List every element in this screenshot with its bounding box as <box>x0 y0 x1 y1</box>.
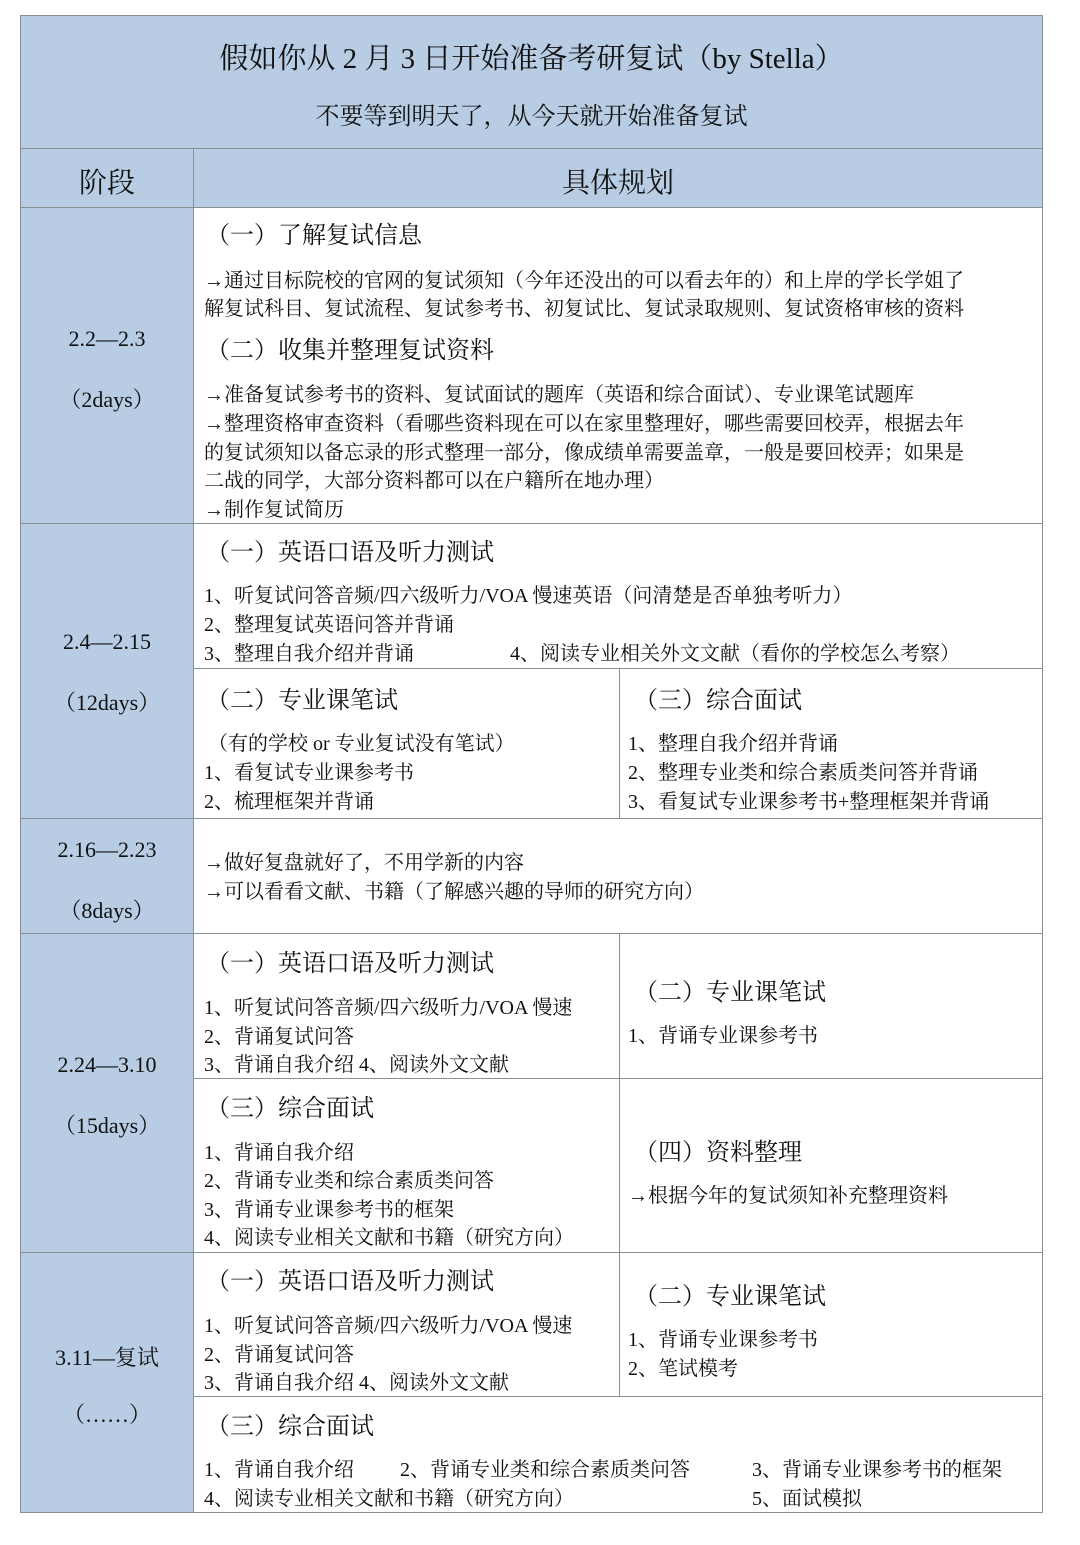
plan-line: 2、整理专业类和综合素质类问答并背诵 <box>628 762 978 784</box>
stage-days: （12days） <box>53 690 161 715</box>
plan-line: →通过目标院校的官网的复试须知（今年还没出的可以看去年的）和上岸的学长学姐了 <box>204 270 964 292</box>
stage-date: 2.16—2.23 <box>57 837 157 862</box>
plan-line: 4、阅读专业相关文献和书籍（研究方向） <box>204 1488 574 1510</box>
section-heading: （一）英语口语及听力测试 <box>206 540 494 566</box>
plan-cell <box>193 523 1043 669</box>
stage-cell <box>20 818 194 934</box>
plan-line: →可以看看文献、书籍（了解感兴趣的导师的研究方向） <box>204 881 704 903</box>
plan-cell <box>193 1252 620 1397</box>
plan-line: 解复试科目、复试流程、复试参考书、初复试比、复试录取规则、复试资格审核的资料 <box>204 298 964 320</box>
header-plan <box>193 148 1043 208</box>
section-heading: （二）专业课笔试 <box>634 1284 826 1310</box>
stage-date: 2.24—3.10 <box>57 1052 157 1077</box>
plan-line: 2、梳理框架并背诵 <box>204 791 374 813</box>
stage-days: （15days） <box>53 1113 161 1138</box>
section-heading: （一）英语口语及听力测试 <box>206 951 494 977</box>
stage-cell <box>20 207 194 524</box>
plan-line: 1、听复试问答音频/四六级听力/VOA 慢速 <box>204 997 573 1019</box>
stage-date: 2.2—2.3 <box>68 326 146 351</box>
plan-line: 2、笔试模考 <box>628 1358 738 1380</box>
plan-line: 的复试须知以备忘录的形式整理一部分，像成绩单需要盖章，一般是要回校弄；如果是 <box>204 442 964 464</box>
stage-date: 3.11—复试 <box>55 1345 159 1370</box>
section-heading: （二）收集并整理复试资料 <box>206 338 494 364</box>
plan-line: 3、看复试专业课参考书+整理框架并背诵 <box>628 791 990 813</box>
plan-line: 1、听复试问答音频/四六级听力/VOA 慢速 <box>204 1315 573 1337</box>
plan-cell <box>619 1078 1043 1253</box>
header-plan-label: 具体规划 <box>561 168 674 199</box>
plan-line: 3、背诵专业课参考书的框架 <box>204 1199 454 1221</box>
plan-line: 2、背诵复试问答 <box>204 1026 354 1048</box>
plan-line: 3、背诵自我介绍 4、阅读外文文献 <box>204 1372 509 1394</box>
plan-cell <box>619 668 1043 819</box>
title-cell <box>20 15 1043 149</box>
plan-line: 1、看复试专业课参考书 <box>204 762 414 784</box>
plan-line: 2、背诵专业类和综合素质类问答 <box>204 1170 494 1192</box>
stage-cell <box>20 1252 194 1513</box>
section-heading: （三）综合面试 <box>634 688 802 714</box>
plan-line: 2、整理复试英语问答并背诵 <box>204 614 454 636</box>
plan-line: →做好复盘就好了，不用学新的内容 <box>204 852 524 874</box>
page-title: 假如你从 2 月 3 日开始准备考研复试（by Stella） <box>219 43 844 75</box>
plan-line: 1、整理自我介绍并背诵 <box>628 733 838 755</box>
plan-line: 5、面试模拟 <box>752 1488 862 1510</box>
section-heading: （一）了解复试信息 <box>206 223 422 249</box>
section-heading: （三）综合面试 <box>206 1414 374 1440</box>
section-heading: （二）专业课笔试 <box>206 688 398 714</box>
plan-line: →准备复试参考书的资料、复试面试的题库（英语和综合面试）、专业课笔试题库 <box>204 384 914 406</box>
stage-days: （2days） <box>59 387 155 412</box>
plan-line: 2、背诵复试问答 <box>204 1344 354 1366</box>
plan-cell <box>193 933 620 1079</box>
plan-cell <box>193 668 620 819</box>
plan-cell <box>193 818 1043 934</box>
plan-cell <box>193 1396 1043 1513</box>
plan-line: 1、背诵自我介绍 <box>204 1142 354 1164</box>
plan-line: 1、背诵自我介绍 <box>204 1459 354 1481</box>
plan-line: （有的学校 or 专业复试没有笔试） <box>208 733 515 755</box>
stage-cell <box>20 933 194 1253</box>
plan-line: 二战的同学，大部分资料都可以在户籍所在地办理） <box>204 470 664 492</box>
plan-line: 3、背诵自我介绍 4、阅读外文文献 <box>204 1054 509 1076</box>
plan-line: 1、背诵专业课参考书 <box>628 1329 818 1351</box>
plan-line: 3、整理自我介绍并背诵 <box>204 643 414 665</box>
plan-line: →整理资格审查资料（看哪些资料现在可以在家里整理好，哪些需要回校弄，根据去年 <box>204 413 964 435</box>
plan-line: →根据今年的复试须知补充整理资料 <box>628 1185 948 1207</box>
header-stage <box>20 148 194 208</box>
plan-cell <box>619 933 1043 1079</box>
section-heading: （三）综合面试 <box>206 1096 374 1122</box>
plan-line: 1、背诵专业课参考书 <box>628 1025 818 1047</box>
section-heading: （一）英语口语及听力测试 <box>206 1269 494 1295</box>
page-subtitle: 不要等到明天了，从今天就开始准备复试 <box>315 104 748 130</box>
stage-days: （8days） <box>59 898 155 923</box>
header-stage-label: 阶段 <box>78 168 135 199</box>
plan-line: 4、阅读专业相关文献和书籍（研究方向） <box>204 1227 574 1249</box>
stage-days: （……） <box>62 1402 151 1427</box>
plan-line: 2、背诵专业类和综合素质类问答 <box>400 1459 690 1481</box>
section-heading: （二）专业课笔试 <box>634 980 826 1006</box>
plan-cell <box>619 1252 1043 1397</box>
plan-cell <box>193 1078 620 1253</box>
plan-cell <box>193 207 1043 524</box>
plan-line: →制作复试简历 <box>204 499 344 521</box>
plan-line: 1、听复试问答音频/四六级听力/VOA 慢速英语（问清楚是否单独考听力） <box>204 585 853 607</box>
stage-date: 2.4—2.15 <box>63 629 151 654</box>
plan-line: 4、阅读专业相关外文文献（看你的学校怎么考察） <box>510 643 960 665</box>
section-heading: （四）资料整理 <box>634 1140 802 1166</box>
plan-line: 3、背诵专业课参考书的框架 <box>752 1459 1002 1481</box>
stage-cell <box>20 523 194 819</box>
